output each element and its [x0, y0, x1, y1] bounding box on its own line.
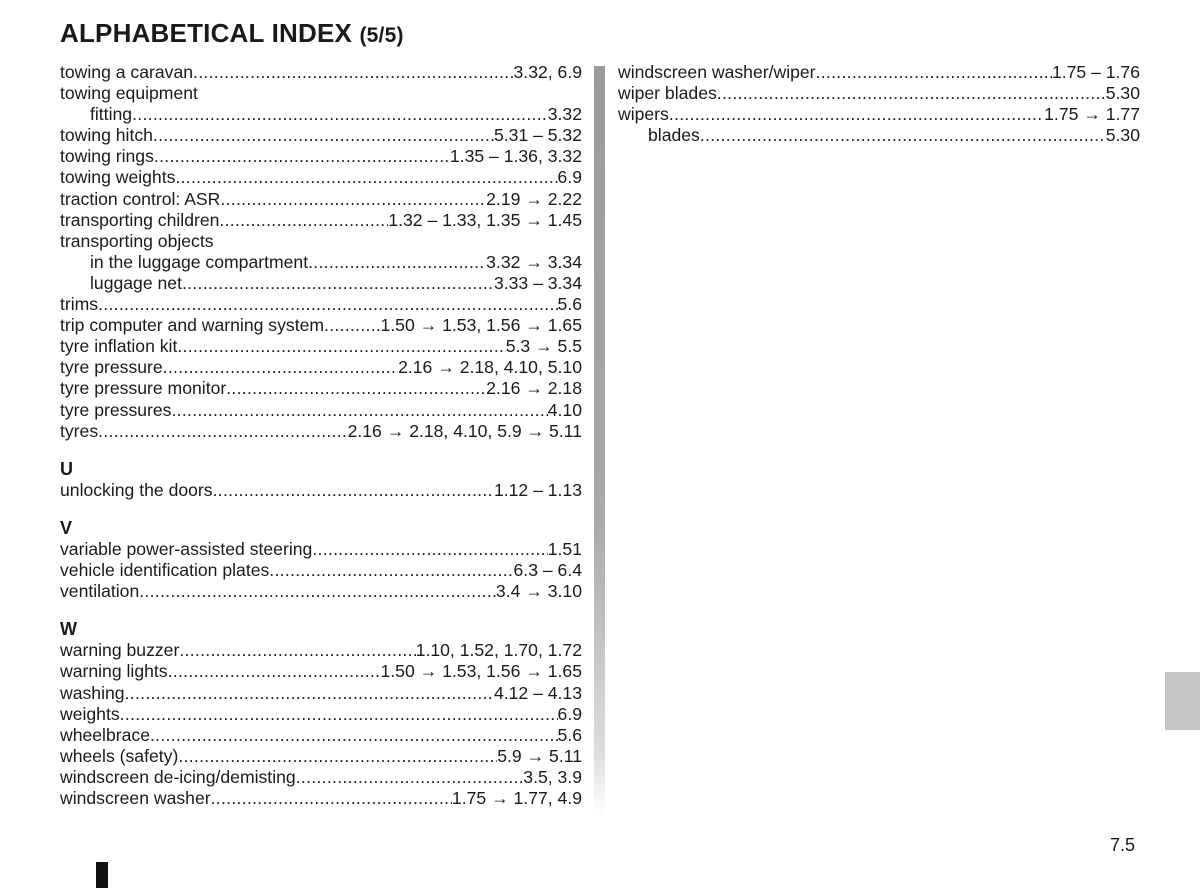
entry-refs: 1.12 – 1.13 [493, 479, 582, 500]
index-entry [60, 581, 582, 602]
index-entry [618, 104, 1140, 125]
entry-label: tyre pressure [60, 357, 163, 378]
index-subentry [618, 125, 1140, 146]
dot-leader [150, 725, 558, 746]
dot-leader [324, 315, 380, 336]
entry-refs: 6.9 [557, 703, 582, 724]
dot-leader [120, 704, 558, 725]
entry-refs: 1.75 – 1.76 [1051, 62, 1140, 82]
entry-label: weights [60, 703, 120, 724]
dot-leader [308, 252, 486, 273]
entry-label: tyres [60, 420, 99, 441]
entry-refs: 5.31 – 5.32 [493, 125, 582, 146]
entry-label: fitting [90, 104, 133, 125]
index-entry [60, 704, 582, 725]
index-entry [60, 167, 582, 188]
dot-leader [220, 189, 486, 210]
entry-refs: 2.19 → 2.22 [486, 188, 582, 209]
index-entry [60, 62, 582, 83]
index-entry [60, 125, 582, 146]
entry-label: windscreen washer [60, 788, 211, 808]
dot-leader [296, 767, 524, 788]
index-entry [60, 767, 582, 788]
dot-leader [98, 421, 347, 442]
letter-heading-v: V [60, 517, 73, 538]
index-column-right [618, 62, 1140, 146]
dot-leader [177, 336, 505, 357]
entry-refs: 5.3 → 5.5 [505, 336, 582, 357]
index-subentry [60, 104, 582, 125]
entry-label: wheels (safety) [60, 745, 179, 766]
entry-refs: 5.6 [557, 724, 582, 745]
entry-refs: 6.3 – 6.4 [513, 560, 582, 581]
entry-label: traction control: ASR [60, 188, 221, 209]
index-entry [60, 400, 582, 421]
entry-refs: 3.32 → 3.34 [486, 251, 582, 272]
crop-mark [96, 862, 108, 888]
dot-leader [211, 788, 452, 809]
entry-label: tyre pressures [60, 399, 172, 420]
entry-refs: 1.50 → 1.53, 1.56 → 1.65 [380, 315, 582, 336]
dot-leader [153, 125, 494, 146]
entry-label: vehicle identification plates [60, 560, 270, 581]
dot-leader [213, 480, 494, 501]
page-title-text: ALPHABETICAL INDEX [60, 18, 353, 48]
section-thumb-tab [1165, 672, 1200, 730]
entry-refs: 2.16 → 2.18 [486, 378, 582, 399]
dot-leader [139, 581, 496, 602]
entry-refs: 2.16 → 2.18, 4.10, 5.10 [398, 357, 582, 378]
entry-label: variable power-assisted steering [60, 538, 313, 559]
entry-refs: 2.16 → 2.18, 4.10, 5.9 → 5.11 [347, 420, 582, 441]
entry-refs: 1.35 – 1.36, 3.32 [449, 146, 582, 167]
entry-label: unlocking the doors [60, 479, 213, 500]
entry-refs: 4.12 – 4.13 [493, 682, 582, 703]
dot-leader [193, 62, 514, 83]
index-entry [618, 83, 1140, 104]
entry-label: windscreen de-icing/demisting [60, 766, 296, 787]
index-entry [60, 231, 582, 252]
dot-leader [98, 294, 557, 315]
page-number: 7.5 [1110, 835, 1136, 855]
entry-label: trip computer and warning system [60, 315, 325, 336]
index-entry [618, 62, 1140, 83]
entry-refs: 1.75 → 1.77 [1044, 104, 1140, 125]
entry-label: ventilation [60, 581, 140, 602]
entry-label: towing rings [60, 146, 154, 167]
index-entry [60, 661, 582, 682]
entry-refs: 6.9 [557, 167, 582, 188]
entry-label: luggage net [90, 272, 182, 293]
entry-refs: 3.33 – 3.34 [493, 272, 582, 293]
entry-label: tyre inflation kit [60, 336, 178, 357]
dot-leader [700, 125, 1106, 146]
dot-leader [132, 104, 548, 125]
entry-label: transporting children [60, 209, 220, 230]
dot-leader [219, 210, 388, 231]
dot-leader [171, 400, 547, 421]
letter-heading-w: W [60, 619, 77, 640]
entry-refs: 5.30 [1105, 125, 1140, 146]
entry-refs: 4.10 [547, 399, 582, 420]
entry-label: windscreen washer/wiper [618, 62, 816, 82]
letter-heading-u: U [60, 458, 73, 479]
dot-leader [669, 104, 1044, 125]
index-entry [60, 683, 582, 704]
entry-label: towing hitch [60, 125, 153, 146]
entry-refs: 3.32, 6.9 [513, 62, 582, 82]
index-entry [60, 480, 582, 501]
index-column-left [60, 62, 582, 809]
index-subentry [60, 273, 582, 294]
index-entry [60, 560, 582, 581]
index-entry [60, 315, 582, 336]
entry-refs: 5.30 [1105, 83, 1140, 104]
entry-label: warning buzzer [60, 640, 180, 661]
index-entry [60, 640, 582, 661]
dot-leader [175, 167, 557, 188]
entry-label: washing [60, 682, 125, 703]
page-title [60, 18, 404, 49]
entry-refs: 1.32 – 1.33, 1.35 → 1.45 [388, 209, 582, 230]
dot-leader [717, 83, 1106, 104]
entry-refs: 1.50 → 1.53, 1.56 → 1.65 [380, 661, 582, 682]
index-entry [60, 539, 582, 560]
dot-leader [125, 683, 494, 704]
entry-refs: 5.6 [557, 294, 582, 315]
index-entry [60, 189, 582, 210]
index-entry [60, 357, 582, 378]
entry-label: towing equipment [60, 83, 198, 104]
entry-label: transporting objects [60, 230, 214, 251]
entry-refs: 1.51 [547, 538, 582, 559]
dot-leader [226, 378, 486, 399]
dot-leader [312, 539, 547, 560]
entry-label: wiper blades [618, 83, 717, 104]
entry-label: trims [60, 294, 99, 315]
dot-leader [154, 146, 450, 167]
dot-leader [269, 560, 513, 581]
entry-refs: 1.10, 1.52, 1.70, 1.72 [415, 640, 582, 661]
entry-refs: 1.75 → 1.77, 4.9 [451, 788, 582, 808]
index-entry [60, 378, 582, 399]
entry-label: wipers [618, 104, 669, 125]
entry-refs: 3.5, 3.9 [523, 766, 582, 787]
index-entry [60, 421, 582, 442]
index-entry [60, 294, 582, 315]
page-title-suffix: (5/5) [359, 24, 404, 47]
entry-refs: 3.4 → 3.10 [495, 581, 582, 602]
index-entry [60, 146, 582, 167]
entry-label: tyre pressure monitor [60, 378, 227, 399]
dot-leader [179, 640, 415, 661]
dot-leader [816, 62, 1052, 83]
index-entry [60, 746, 582, 767]
entry-refs: 5.9 → 5.11 [497, 745, 582, 766]
index-entry [60, 83, 582, 104]
dot-leader [178, 746, 497, 767]
entry-label: in the luggage compartment [90, 251, 309, 272]
entry-label: wheelbrace [60, 724, 150, 745]
index-entry [60, 210, 582, 231]
entry-label: towing weights [60, 167, 176, 188]
entry-refs: 3.32 [547, 104, 582, 125]
index-entry [60, 336, 582, 357]
entry-label: blades [648, 125, 700, 146]
dot-leader [182, 273, 494, 294]
index-entry [60, 788, 582, 809]
dot-leader [168, 661, 381, 682]
dot-leader [163, 357, 398, 378]
entry-label: warning lights [60, 661, 168, 682]
entry-label: towing a caravan [60, 62, 194, 82]
column-divider [594, 66, 605, 816]
index-entry [60, 725, 582, 746]
index-subentry [60, 252, 582, 273]
